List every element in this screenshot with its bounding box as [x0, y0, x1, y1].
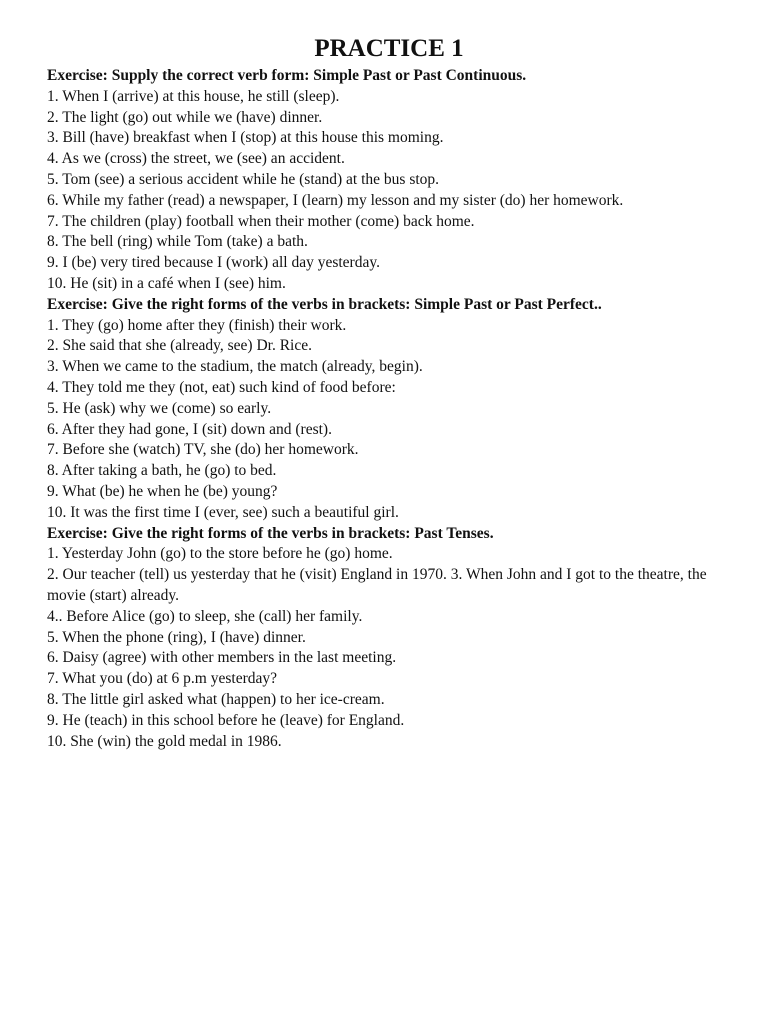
page-title: PRACTICE 1: [314, 35, 464, 62]
exercise-heading: Exercise: Give the right forms of the verbs in brackets: Simple Past or Past Perfect..: [47, 295, 602, 313]
exercise-item: 1. They (go) home after they (finish) their work.: [47, 316, 347, 334]
exercise-item: 3. When we came to the stadium, the match (already, begin).: [47, 358, 423, 376]
exercise-item: 10. She (win) the gold medal in 1986.: [47, 732, 282, 750]
exercise-section-1: [47, 66, 707, 295]
exercise-item: 1. When I (arrive) at this house, he still (sleep).: [47, 87, 340, 105]
exercise-item: 5. He (ask) why we (come) so early.: [47, 399, 272, 417]
exercise-item: 8. The bell (ring) while Tom (take) a bath.: [47, 233, 308, 251]
worksheet-page: [47, 34, 707, 752]
exercise-item: 4.. Before Alice (go) to sleep, she (call) her family.: [47, 607, 363, 625]
exercise-section-2: [47, 295, 707, 524]
exercise-item: 7. What you (do) at 6 p.m yesterday?: [47, 670, 277, 688]
exercise-section-3: [47, 524, 707, 753]
exercise-item: 9. He (teach) in this school before he (leave) for England.: [47, 711, 405, 729]
exercise-heading: Exercise: Supply the correct verb form: Simple Past or Past Continuous.: [47, 67, 527, 84]
exercise-item: 10. It was the first time I (ever, see) such a beautiful girl.: [47, 503, 399, 521]
exercise-item: 5. When the phone (ring), I (have) dinner.: [47, 628, 306, 646]
exercise-item: 4. They told me they (not, eat) such kind of food before:: [47, 378, 396, 396]
exercise-item: 6. Daisy (agree) with other members in the last meeting.: [47, 649, 397, 667]
exercise-item: 10. He (sit) in a café when I (see) him.: [47, 274, 286, 292]
exercise-item: 7. The children (play) football when their mother (come) back home.: [47, 212, 475, 230]
exercise-item: 4. As we (cross) the street, we (see) an accident.: [47, 150, 345, 168]
exercise-item: 2. Our teacher (tell) us yesterday that he (visit) England in 1970. 3. When John and I got to the theatre, the movie (start) already.: [47, 566, 707, 604]
exercise-item: 8. After taking a bath, he (go) to bed.: [47, 462, 277, 480]
exercise-item: 8. The little girl asked what (happen) to her ice-cream.: [47, 690, 385, 708]
exercise-item: 2. The light (go) out while we (have) dinner.: [47, 108, 323, 126]
exercise-item: 5. Tom (see) a serious accident while he (stand) at the bus stop.: [47, 170, 440, 188]
exercise-item: 3. Bill (have) breakfast when I (stop) at this house this moming.: [47, 129, 444, 147]
exercise-item: 2. She said that she (already, see) Dr. Rice.: [47, 337, 312, 355]
exercise-item: 9. I (be) very tired because I (work) all day yesterday.: [47, 254, 380, 272]
exercise-heading: Exercise: Give the right forms of the verbs in brackets: Past Tenses.: [47, 524, 494, 542]
exercise-item: 7. Before she (watch) TV, she (do) her homework.: [47, 441, 359, 459]
exercise-item: 6. After they had gone, I (sit) down and (rest).: [47, 420, 332, 438]
exercise-item: 9. What (be) he when he (be) young?: [47, 482, 278, 500]
exercise-item: 6. While my father (read) a newspaper, I (learn) my lesson and my sister (do) her homework.: [47, 191, 624, 209]
exercise-item: 1. Yesterday John (go) to the store before he (go) home.: [47, 545, 393, 563]
